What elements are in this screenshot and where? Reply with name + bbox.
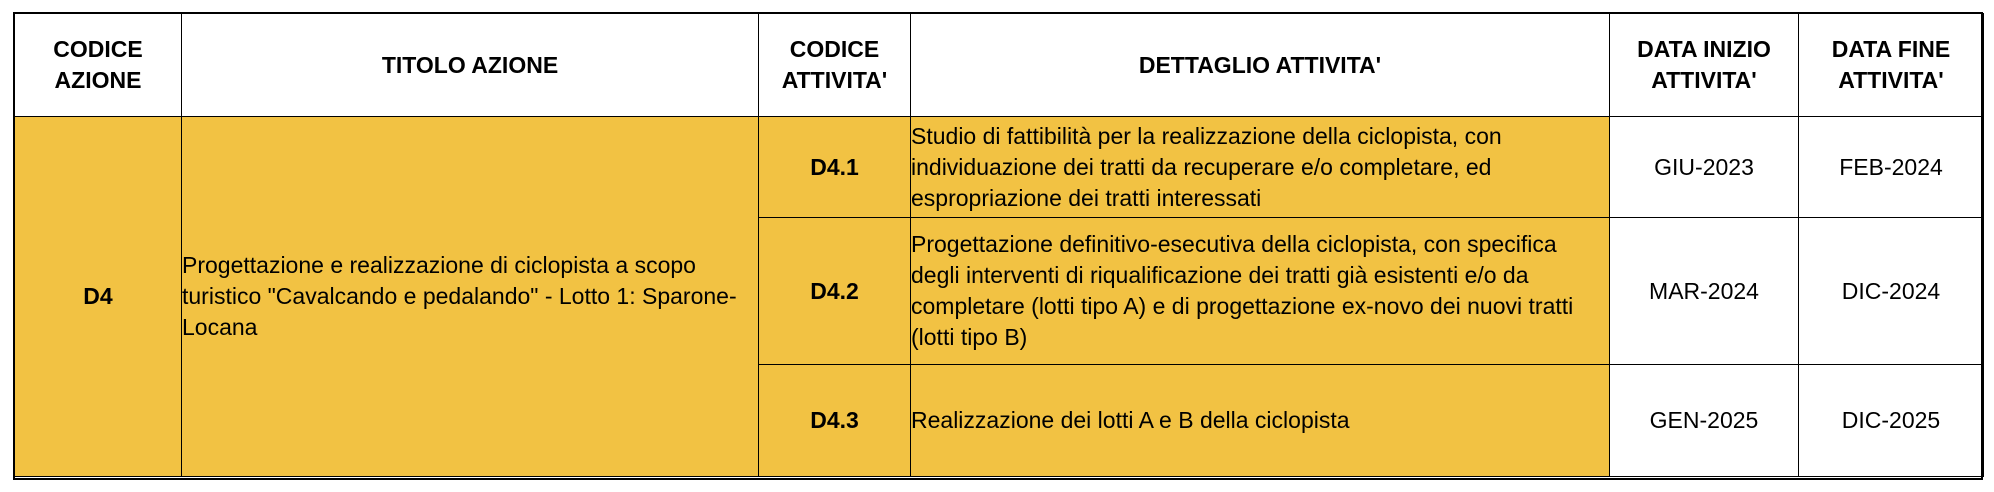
header-data-inizio-line2: ATTIVITA' <box>1651 67 1757 93</box>
attivita-codice-cell: D4.1 <box>759 117 911 218</box>
header-codice-azione-line1: CODICE <box>53 36 143 62</box>
header-data-inizio-line1: DATA INIZIO <box>1637 36 1771 62</box>
attivita-codice-cell: D4.2 <box>759 218 911 365</box>
header-row <box>15 14 1984 117</box>
header-codice-azione-line2: AZIONE <box>54 67 142 93</box>
activity-table <box>14 13 1984 477</box>
attivita-data-fine-cell: FEB-2024 <box>1799 117 1984 218</box>
azione-titolo-cell: Progettazione e realizzazione di ciclopista a scopo turistico "Cavalcando e pedalando" - Lotto 1: Sparone-Locana <box>182 117 759 477</box>
header-titolo-azione: TITOLO AZIONE <box>182 14 759 117</box>
header-data-inizio <box>1610 14 1799 117</box>
header-codice-azione <box>15 14 182 117</box>
attivita-dettaglio-cell: Progettazione definitivo-esecutiva della ciclopista, con specifica degli interventi di riqualificazione dei tratti già esistenti e/o da completare (lotti tipo A) e di progettazione ex-novo dei nuovi tratti (lotti tipo B) <box>911 218 1610 365</box>
attivita-dettaglio-cell: Realizzazione dei lotti A e B della ciclopista <box>911 365 1610 477</box>
header-data-fine-line2: ATTIVITA' <box>1838 67 1944 93</box>
header-codice-attivita-line1: CODICE <box>789 36 880 62</box>
attivita-data-inizio-cell: GEN-2025 <box>1610 365 1799 477</box>
header-codice-attivita <box>759 14 911 117</box>
azione-codice-cell: D4 <box>15 117 182 477</box>
attivita-data-fine-cell: DIC-2025 <box>1799 365 1984 477</box>
table-row <box>15 117 1984 218</box>
attivita-dettaglio-cell: Studio di fattibilità per la realizzazione della ciclopista, con individuazione dei tratti da recuperare e/o completare, ed espropriazione dei tratti interessati <box>911 117 1610 218</box>
attivita-data-inizio-cell: MAR-2024 <box>1610 218 1799 365</box>
attivita-data-inizio-cell: GIU-2023 <box>1610 117 1799 218</box>
header-codice-attivita-line2: ATTIVITA' <box>781 67 888 93</box>
attivita-data-fine-cell: DIC-2024 <box>1799 218 1984 365</box>
header-data-fine <box>1799 14 1984 117</box>
header-data-fine-line1: DATA FINE <box>1831 36 1951 62</box>
header-dettaglio-attivita: DETTAGLIO ATTIVITA' <box>911 14 1610 117</box>
attivita-codice-cell: D4.3 <box>759 365 911 477</box>
